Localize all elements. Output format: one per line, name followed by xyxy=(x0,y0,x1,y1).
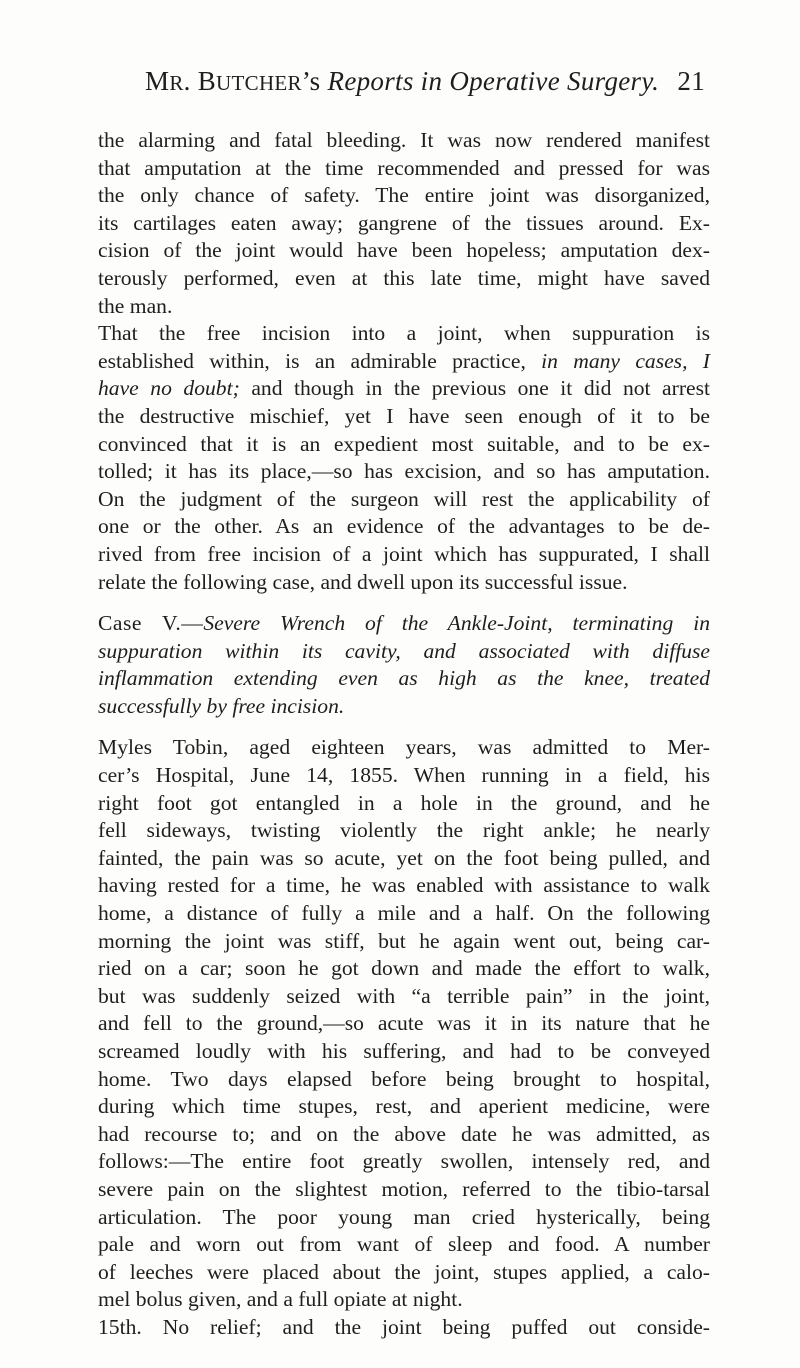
text-line: had recourse to; and on the above date he was admitted, as xyxy=(98,1121,710,1146)
text-line: fell sideways, twisting violently the right ankle; he nearly xyxy=(98,818,710,843)
text-line: established within, is an admirable practice, in many cases, I xyxy=(98,348,710,373)
text-line: 15th. No relief; and the joint being puffed out conside- xyxy=(98,1314,710,1339)
text-line: the alarming and fatal bleeding. It was now rendered manifest xyxy=(98,128,710,152)
text-line: cer’s Hospital, June 14, 1855. When running in a field, his xyxy=(98,763,710,788)
text-line: convinced that it is an expedient most suitable, and to be ex- xyxy=(98,431,710,456)
paragraph-3 xyxy=(98,734,710,1313)
text-line: articulation. The poor young man cried hysterically, being xyxy=(98,1204,710,1229)
page-number: 21 xyxy=(677,66,705,96)
text-line: relate the following case, and dwell upon its successful issue. xyxy=(98,569,628,594)
text-line: screamed loudly with his suffering, and had to be conveyed xyxy=(98,1039,710,1063)
text-line: home, a distance of fully a mile and a half. On the following xyxy=(98,901,710,926)
text-line: right foot got entangled in a hole in the ground, and he xyxy=(98,790,710,815)
text-line: of leeches were placed about the joint, stupes applied, a calo- xyxy=(98,1259,710,1284)
running-head-title: MR. BUTCHER’s Reports in Operative Surgery. xyxy=(145,66,660,96)
text-line: the only chance of safety. The entire joint was disorganized, xyxy=(98,183,710,208)
text-line: That the free incision into a joint, when suppuration is xyxy=(98,321,710,346)
text-line: pale and worn out from want of sleep and food. A number xyxy=(98,1232,710,1257)
case-heading xyxy=(98,610,710,720)
text-line: that amputation at the time recommended and pressed for was xyxy=(98,155,710,180)
text-line: its cartilages eaten away; gangrene of the tissues around. Ex- xyxy=(98,210,710,235)
text-line: ried on a car; soon he got down and made the effort to walk, xyxy=(98,956,710,981)
text-line: fainted, the pain was so acute, yet on the foot being pulled, and xyxy=(98,845,710,870)
text-line: having rested for a time, he was enabled with assistance to walk xyxy=(98,873,710,898)
text-line: during which time stupes, rest, and aperient medicine, were xyxy=(98,1094,710,1119)
body-text xyxy=(98,127,710,1342)
text-line: but was suddenly seized with “a terrible pain” in the joint, xyxy=(98,983,710,1008)
text-line: follows:—The entire foot greatly swollen, intensely red, and xyxy=(98,1149,710,1174)
text-line: home. Two days elapsed before being brought to hospital, xyxy=(98,1066,710,1091)
text-line: Myles Tobin, aged eighteen years, was admitted to Mer- xyxy=(98,735,710,760)
text-line: tolled; it has its place,—so has excision, and so has amputation. xyxy=(98,459,710,484)
case-heading-line: inflammation extending even as high as the knee, treated xyxy=(98,666,710,691)
text-line: one or the other. As an evidence of the advantages to be de- xyxy=(98,514,710,539)
case-heading-line: successfully by free incision. xyxy=(98,693,345,718)
text-line: morning the joint was stiff, but he again went out, being car- xyxy=(98,928,710,953)
running-head xyxy=(145,66,705,106)
text-line: severe pain on the slightest motion, referred to the tibio-tarsal xyxy=(98,1176,710,1201)
text-line: rived from free incision of a joint which has suppurated, I shall xyxy=(98,541,710,566)
paragraph-2 xyxy=(98,320,710,596)
text-line: the destructive mischief, yet I have seen enough of it to be xyxy=(98,403,710,428)
case-heading-line: Case V.—Severe Wrench of the Ankle-Joint, terminating in xyxy=(98,611,710,636)
text-line: and fell to the ground,—so acute was it in its nature that he xyxy=(98,1011,710,1036)
text-line: cision of the joint would have been hopeless; amputation dex- xyxy=(98,238,710,263)
paragraph-1 xyxy=(98,127,710,320)
case-heading-line: suppuration within its cavity, and associated with diffuse xyxy=(98,638,710,663)
text-line: the man. xyxy=(98,293,173,318)
text-line: mel bolus given, and a full opiate at night. xyxy=(98,1287,463,1312)
text-line: On the judgment of the surgeon will rest the applicability of xyxy=(98,486,710,511)
paragraph-4 xyxy=(98,1314,710,1342)
text-line: terously performed, even at this late time, might have saved xyxy=(98,265,710,290)
text-line: have no doubt; and though in the previous one it did not arrest xyxy=(98,376,711,401)
case-label: Case V.— xyxy=(98,611,204,636)
